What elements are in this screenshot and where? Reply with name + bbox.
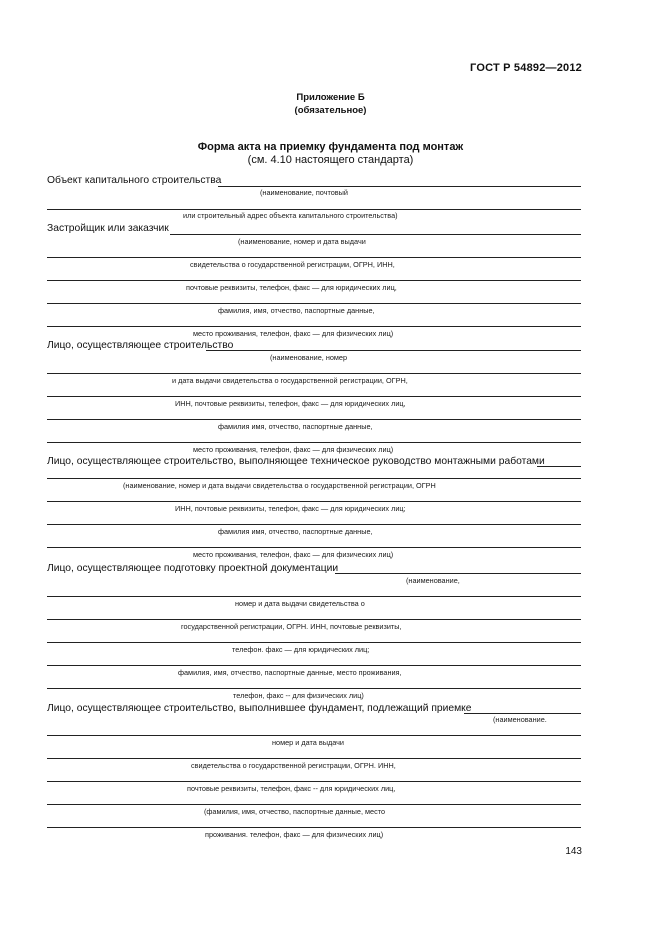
foundation-builder-line[interactable]: [464, 713, 581, 714]
tech-supervisor-line[interactable]: [537, 466, 581, 467]
foundation-builder-caption-2: номер и дата выдачи: [272, 738, 345, 747]
tech-supervisor-line-2[interactable]: [47, 478, 581, 479]
tech-supervisor-line-5[interactable]: [47, 547, 581, 548]
tech-supervisor-caption-4: место проживания, телефон, факс — для физических лиц): [193, 550, 394, 559]
designer-line-3[interactable]: [47, 619, 581, 620]
tech-supervisor-caption-2: ИНН, почтовые реквизиты, телефон, факс — для юридических лиц;: [175, 504, 406, 513]
foundation-builder-line-3[interactable]: [47, 758, 581, 759]
builder-line-2[interactable]: [47, 373, 581, 374]
developer-caption-4: фамилия, имя, отчество, паспортные данные,: [218, 306, 375, 315]
designer-caption-2: номер и дата выдачи свидетельства о: [235, 599, 365, 608]
tech-supervisor-label: Лицо, осуществляющее строительство, выполняющее техническое руководство монтажными работами: [47, 456, 545, 467]
developer-label: Застройщик или заказчик: [47, 223, 169, 234]
form-subtitle: (см. 4.10 настоящего стандарта): [247, 154, 414, 166]
builder-caption-4: фамилия имя, отчество, паспортные данные,: [218, 422, 373, 431]
builder-caption-3: ИНН, почтовые реквизиты, телефон, факс — для юридических лиц,: [175, 399, 406, 408]
designer-line-2[interactable]: [47, 596, 581, 597]
designer-caption-4: телефон. факс — для юридических лиц;: [232, 645, 370, 654]
object-caption-1: (наименование, почтовый: [260, 188, 348, 197]
developer-line-2[interactable]: [47, 257, 581, 258]
foundation-builder-caption-6: проживания. телефон, факс — для физических лиц): [205, 830, 384, 839]
foundation-builder-caption-5: (фамилия, имя, отчество, паспортные данные, место: [204, 807, 386, 816]
standard-code: ГОСТ Р 54892—2012: [470, 62, 582, 74]
appendix-title: Приложение Б: [296, 92, 365, 103]
object-line[interactable]: [218, 186, 581, 187]
foundation-builder-line-4[interactable]: [47, 781, 581, 782]
developer-caption-1: (наименование, номер и дата выдачи: [238, 237, 366, 246]
foundation-builder-caption-3: свидетельства о государственной регистрации, ОГРН. ИНН,: [191, 761, 396, 770]
tech-supervisor-caption-3: фамилия имя, отчество, паспортные данные,: [218, 527, 373, 536]
designer-label: Лицо, осуществляющее подготовку проектной документации: [47, 563, 339, 574]
builder-line-3[interactable]: [47, 396, 581, 397]
object-label: Объект капитального строительства: [47, 175, 222, 186]
tech-supervisor-line-4[interactable]: [47, 524, 581, 525]
designer-caption-3: государственной регистрации, ОГРН. ИНН, почтовые реквизиты,: [181, 622, 402, 631]
foundation-builder-line-2[interactable]: [47, 735, 581, 736]
foundation-builder-line-5[interactable]: [47, 804, 581, 805]
developer-line-5[interactable]: [47, 326, 581, 327]
designer-line[interactable]: [335, 573, 581, 574]
form-title: Форма акта на приемку фундамента под монтаж: [197, 141, 464, 153]
developer-line[interactable]: [170, 234, 581, 235]
foundation-builder-caption-4: почтовые реквизиты, телефон, факс -- для юридических лиц,: [187, 784, 396, 793]
designer-line-5[interactable]: [47, 665, 581, 666]
appendix-status: (обязательное): [294, 105, 367, 116]
builder-caption-1: (наименование, номер: [270, 353, 348, 362]
developer-caption-5: место проживания, телефон, факс — для физических лиц): [193, 329, 394, 338]
tech-supervisor-line-3[interactable]: [47, 501, 581, 502]
foundation-builder-label: Лицо, осуществляющее строительство, выполнившее фундамент, подлежащий приемке: [47, 703, 472, 714]
developer-caption-2: свидетельства о государственной регистрации, ОГРН, ИНН,: [190, 260, 395, 269]
builder-caption-2: и дата выдачи свидетельства о государственной регистрации, ОГРН,: [172, 376, 408, 385]
object-caption-2: или строительный адрес объекта капитального строительства): [183, 211, 398, 220]
developer-line-3[interactable]: [47, 280, 581, 281]
builder-line-4[interactable]: [47, 419, 581, 420]
foundation-builder-caption-1: (наименование.: [493, 715, 547, 724]
foundation-builder-line-6[interactable]: [47, 827, 581, 828]
developer-caption-3: почтовые реквизиты, телефон, факс — для юридических лиц,: [186, 283, 397, 292]
builder-label: Лицо, осуществляющее строительство: [47, 340, 234, 351]
designer-caption-5: фамилия, имя, отчество, паспортные данные, место проживания,: [178, 668, 402, 677]
builder-line-5[interactable]: [47, 442, 581, 443]
designer-line-6[interactable]: [47, 688, 581, 689]
developer-line-4[interactable]: [47, 303, 581, 304]
designer-caption-1: (наименование,: [406, 576, 460, 585]
designer-caption-6: телефон, факс -- для физических лиц): [233, 691, 364, 700]
builder-caption-5: место проживания, телефон, факс — для физических лиц): [193, 445, 394, 454]
appendix-heading: [0, 91, 661, 117]
object-line-2[interactable]: [47, 209, 581, 210]
tech-supervisor-caption-1: (наименование, номер и дата выдачи свидетельства о государственной регистрации, ОГРН: [123, 481, 436, 490]
designer-line-4[interactable]: [47, 642, 581, 643]
builder-line[interactable]: [206, 350, 581, 351]
page-number: 143: [565, 846, 582, 857]
